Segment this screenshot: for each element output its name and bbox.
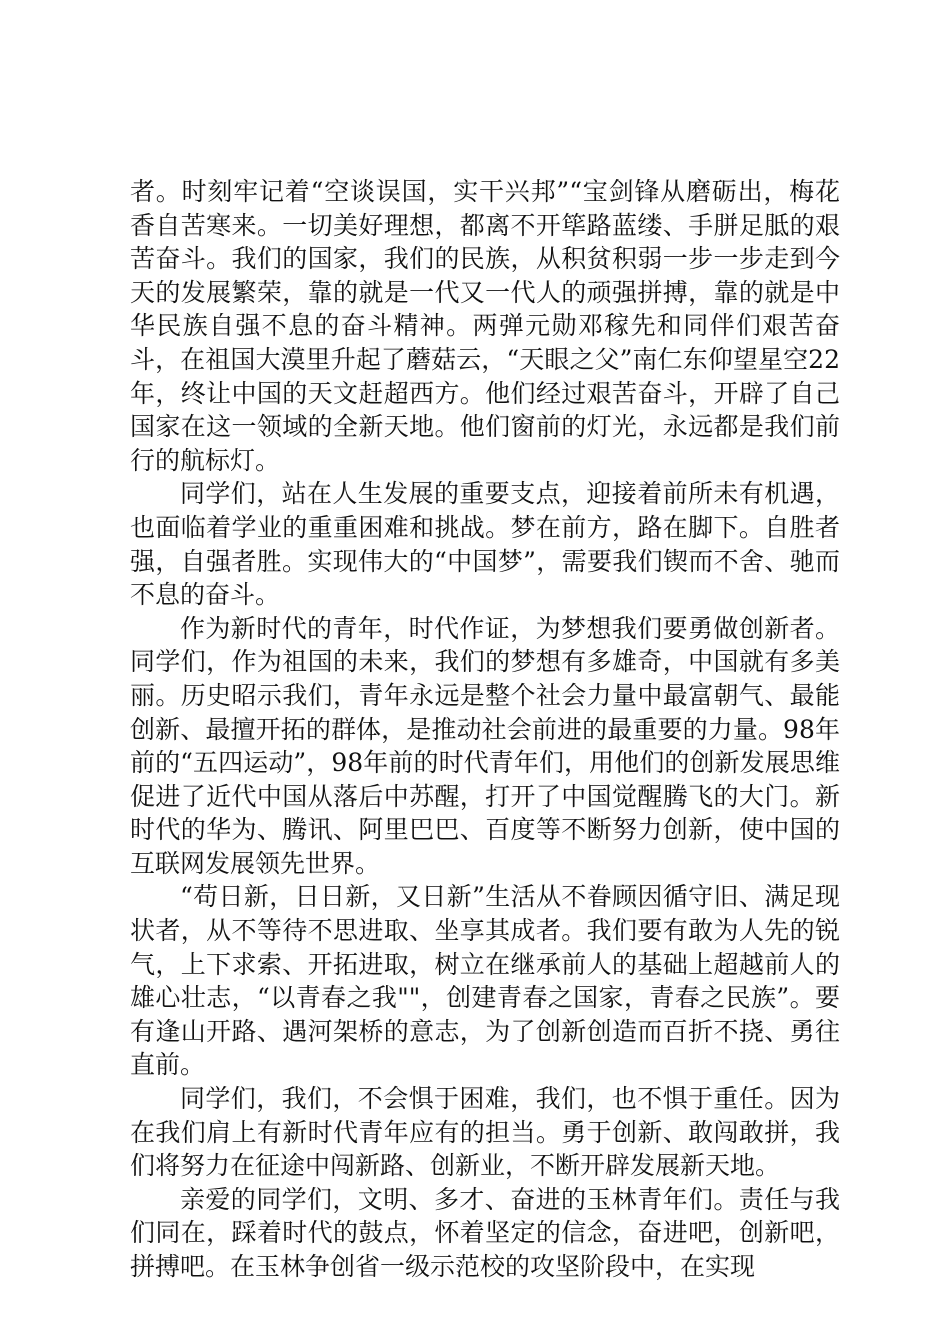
paragraph-2: 同学们，站在人生发展的重要支点，迎接着前所未有机遇，也面临着学业的重重困难和挑战。梦在前方，路在脚下。自胜者强，自强者胜。实现伟大的“中国梦”，需要我们锲而不舍、驰而不息的奋斗。 (130, 479, 840, 610)
paragraph-1: 者。时刻牢记着“空谈误国，实干兴邦”“宝剑锋从磨砺出，梅花香自苦寒来。一切美好理想，都离不开筚路蓝缕、手胼足胝的艰苦奋斗。我们的国家，我们的民族，从积贫积弱一步一步走到今天的发展繁荣，靠的就是一代又一代人的顽强拼搏，靠的就是中华民族自强不息的奋斗精神。两弹元勋邓稼先和同伴们艰苦奋斗，在祖国大漠里升起了蘑菇云，“天眼之父”南仁东仰望星空22年，终让中国的天文赶超西方。他们经过艰苦奋斗，开辟了自己国家在这一领域的全新天地。他们窗前的灯光，永远都是我们前行的航标灯。 (130, 177, 840, 475)
paragraph-3: 作为新时代的青年，时代作证，为梦想我们要勇做创新者。同学们，作为祖国的未来，我们的梦想有多雄奇，中国就有多美丽。历史昭示我们，青年永远是整个社会力量中最富朝气、最能创新、最擅开拓的群体，是推动社会前进的最重要的力量。98年前的“五四运动”，98年前的时代青年们，用他们的创新发展思维促进了近代中国从落后中苏醒，打开了中国觉醒腾飞的大门。新时代的华为、腾讯、阿里巴巴、百度等不断努力创新，使中国的互联网发展领先世界。 (130, 613, 840, 878)
paragraph-6: 亲爱的同学们，文明、多才、奋进的玉林青年们。责任与我们同在，踩着时代的鼓点，怀着坚定的信念，奋进吧，创新吧，拼搏吧。在玉林争创省一级示范校的攻坚阶段中，在实现 (130, 1184, 840, 1281)
document-body (130, 175, 840, 1284)
paragraph-4: “苟日新，日日新，又日新”生活从不眷顾因循守旧、满足现状者，从不等待不思进取、坐享其成者。我们要有敢为人先的锐气，上下求索、开拓进取，树立在继承前人的基础上超越前人的雄心壮志，“以青春之我""，创建青春之国家，青春之民族”。要有逢山开路、遇河架桥的意志，为了创新创造而百折不挠、勇往直前。 (130, 882, 840, 1080)
paragraph-5: 同学们，我们，不会惧于困难，我们，也不惧于重任。因为在我们肩上有新时代青年应有的担当。勇于创新、敢闯敢拼，我们将努力在征途中闯新路、创新业，不断开辟发展新天地。 (130, 1084, 840, 1181)
